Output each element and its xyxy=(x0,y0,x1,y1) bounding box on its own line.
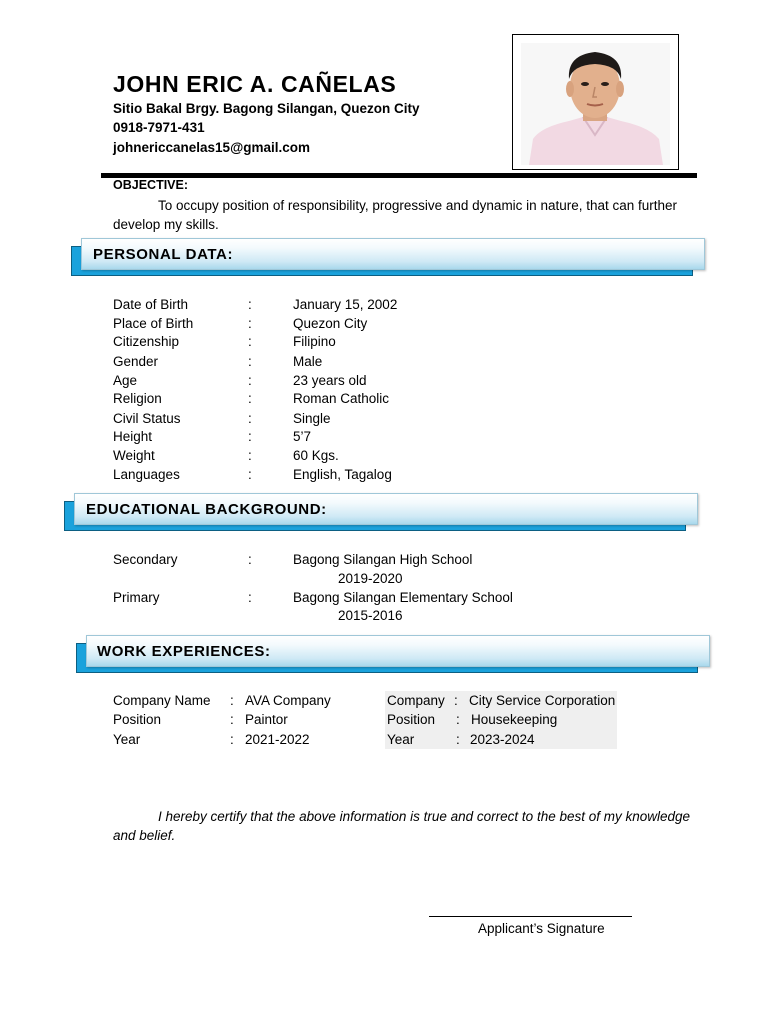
colon: : xyxy=(454,693,458,708)
personal-banner xyxy=(81,238,705,270)
email-text: johnericcanelas15@gmail.com xyxy=(113,140,310,155)
applicant-photo xyxy=(521,43,670,165)
citizenship-value: Filipino xyxy=(293,334,336,349)
colon: : xyxy=(248,373,252,388)
pob-value: Quezon City xyxy=(293,316,368,331)
weight-label: Weight xyxy=(113,448,155,463)
colon: : xyxy=(248,448,252,463)
civil-status-value: Single xyxy=(293,411,331,426)
position-label: Position xyxy=(113,712,162,727)
position-label: Position xyxy=(387,712,436,727)
height-value: 5’7 xyxy=(293,429,312,444)
civil-status-label: Civil Status xyxy=(113,411,181,426)
education-section-title: EDUCATIONAL BACKGROUND: xyxy=(86,501,327,518)
personal-section-title: PERSONAL DATA: xyxy=(93,246,234,263)
weight-value: 60 Kgs. xyxy=(293,448,339,463)
colon: : xyxy=(230,693,234,708)
company-name-value: AVA Company xyxy=(245,693,331,708)
religion-value: Roman Catholic xyxy=(293,391,390,406)
colon: : xyxy=(248,552,252,567)
dob-label: Date of Birth xyxy=(113,297,189,312)
work-banner xyxy=(86,635,710,667)
gender-label: Gender xyxy=(113,354,159,369)
secondary-label: Secondary xyxy=(113,552,178,567)
religion-label: Religion xyxy=(113,391,162,406)
colon: : xyxy=(248,334,252,349)
citizenship-label: Citizenship xyxy=(113,334,180,349)
primary-years: 2015-2016 xyxy=(338,608,403,623)
age-value: 23 years old xyxy=(293,373,367,388)
phone-text: 0918-7971-431 xyxy=(113,120,205,135)
position-value: Paintor xyxy=(245,712,288,727)
gender-value: Male xyxy=(293,354,323,369)
colon: : xyxy=(456,732,460,747)
portrait-image xyxy=(521,43,670,165)
objective-text: To occupy position of responsibility, progressive and dynamic in nature, that can further develop my skills. xyxy=(113,198,678,232)
colon: : xyxy=(248,411,252,426)
header-divider xyxy=(101,173,697,178)
height-label: Height xyxy=(113,429,153,444)
colon: : xyxy=(230,712,234,727)
primary-school: Bagong Silangan Elementary School xyxy=(293,590,513,605)
age-label: Age xyxy=(113,373,138,388)
photo-frame xyxy=(512,34,679,170)
company-label: Company xyxy=(387,693,445,708)
applicant-name: JOHN ERIC A. CAÑELAS xyxy=(113,71,397,97)
dob-value: January 15, 2002 xyxy=(293,297,398,312)
certification-statement: I hereby certify that the above information is true and correct to the best of my knowledge and belief. xyxy=(113,809,691,843)
company-value: City Service Corporation xyxy=(469,693,616,708)
primary-label: Primary xyxy=(113,590,160,605)
colon: : xyxy=(230,732,234,747)
colon: : xyxy=(248,297,252,312)
address-text: Sitio Bakal Brgy. Bagong Silangan, Quezon City xyxy=(113,101,420,116)
year-value: 2023-2024 xyxy=(470,732,535,747)
languages-label: Languages xyxy=(113,467,180,482)
colon: : xyxy=(248,429,252,444)
signature-label: Applicant’s Signature xyxy=(478,921,605,936)
colon: : xyxy=(248,467,252,482)
signature-line xyxy=(429,916,632,917)
education-banner xyxy=(74,493,698,525)
colon: : xyxy=(248,354,252,369)
position-value: Housekeeping xyxy=(471,712,558,727)
company-name-label: Company Name xyxy=(113,693,211,708)
pob-label: Place of Birth xyxy=(113,316,194,331)
work-section-title: WORK EXPERIENCES: xyxy=(97,643,271,660)
colon: : xyxy=(248,391,252,406)
secondary-school: Bagong Silangan High School xyxy=(293,552,473,567)
colon: : xyxy=(248,590,252,605)
languages-value: English, Tagalog xyxy=(293,467,392,482)
objective-label: OBJECTIVE: xyxy=(113,178,189,192)
secondary-years: 2019-2020 xyxy=(338,571,403,586)
year-value: 2021-2022 xyxy=(245,732,310,747)
colon: : xyxy=(248,316,252,331)
year-label: Year xyxy=(387,732,415,747)
colon: : xyxy=(456,712,460,727)
year-label: Year xyxy=(113,732,141,747)
